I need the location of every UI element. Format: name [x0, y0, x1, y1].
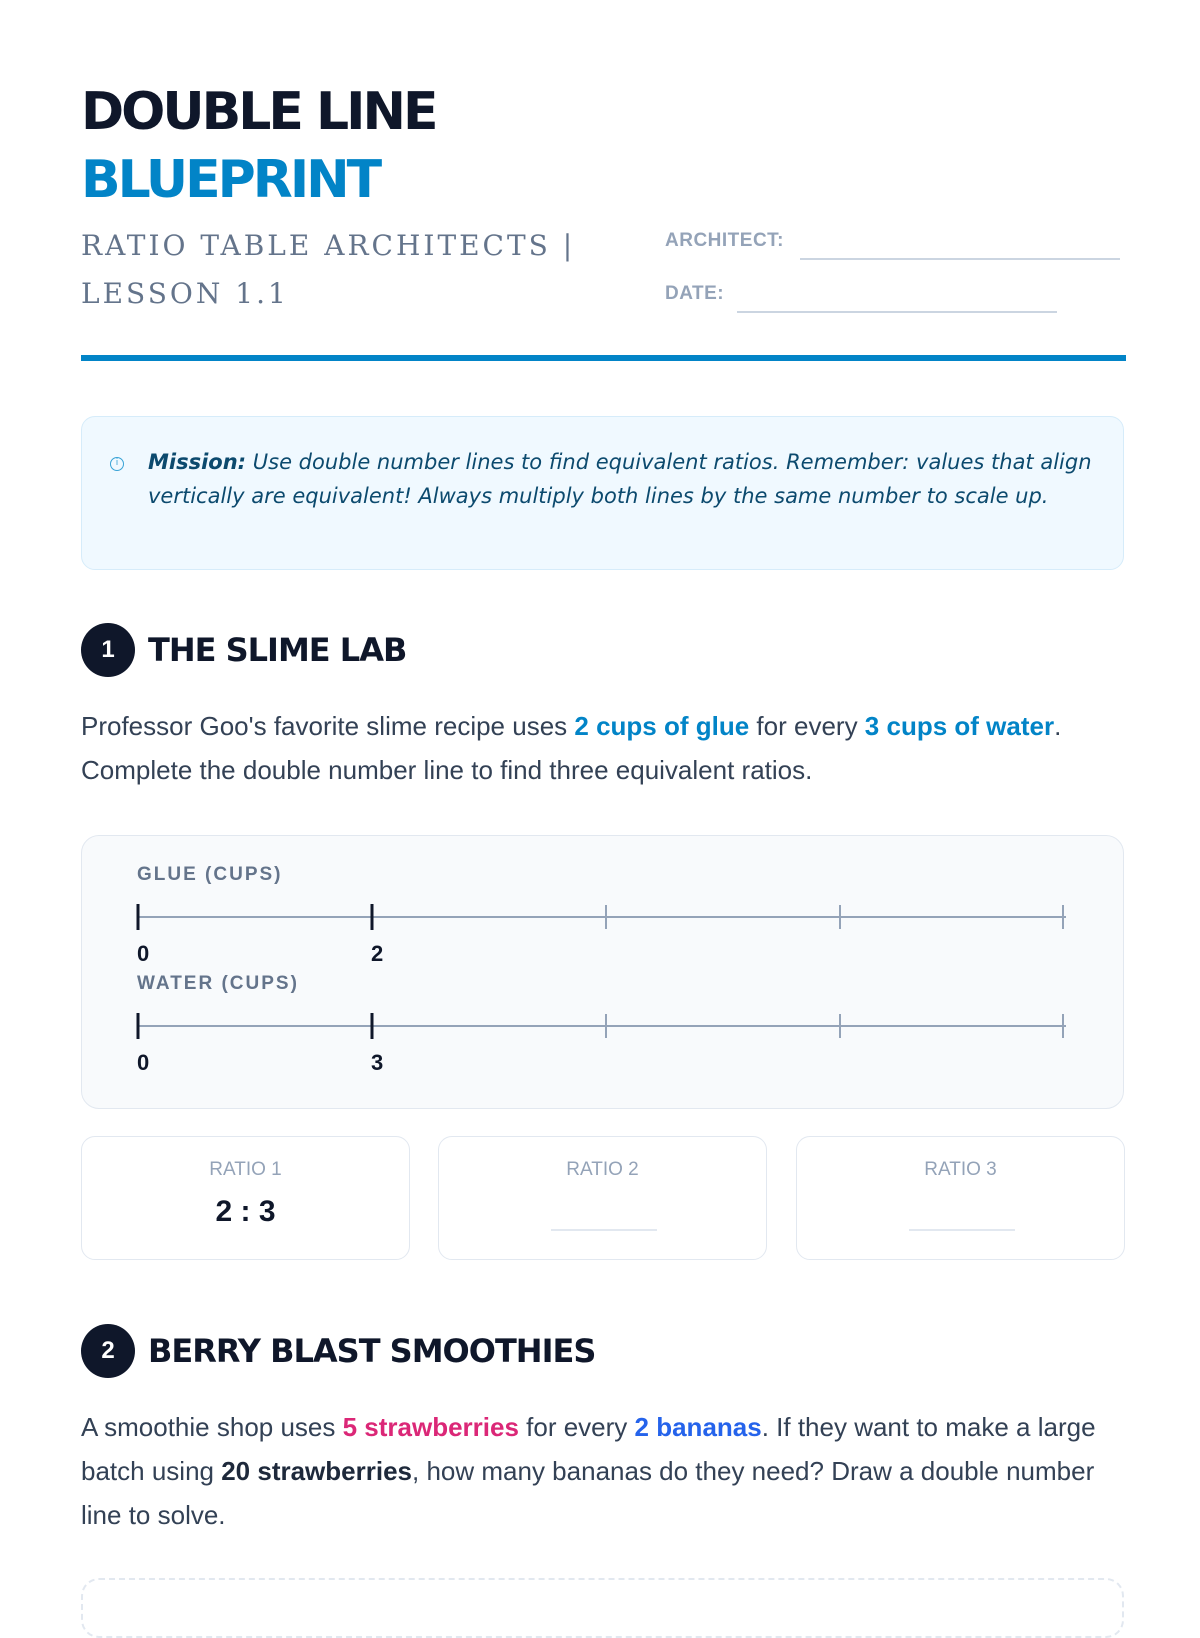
prompt-text: Professor Goo's favorite slime recipe uses — [81, 711, 575, 741]
water-axis-label: WATER (CUPS) — [137, 973, 299, 994]
section-2-prompt — [81, 1405, 1126, 1537]
water-tick-label: 3 — [371, 1050, 384, 1075]
architect-field[interactable] — [800, 258, 1120, 260]
ratio-3-label: RATIO 3 — [924, 1159, 997, 1180]
ratio-2-answer-line[interactable] — [551, 1229, 657, 1231]
double-number-line-panel — [81, 835, 1124, 1109]
glue-tick-label: 2 — [371, 941, 384, 966]
section-2-number: 2 — [81, 1324, 135, 1378]
section-1-prompt — [81, 704, 1126, 792]
ratio-1-label: RATIO 1 — [209, 1159, 282, 1180]
water-tick-label: 0 — [137, 1050, 150, 1075]
highlight-bananas: 2 bananas — [634, 1412, 762, 1442]
date-label: DATE: — [665, 283, 725, 304]
prompt-text: for every — [749, 711, 865, 741]
prompt-text: , how many bananas do they need? Draw a double number line to solve. — [81, 1456, 1095, 1530]
ratio-3-answer-line[interactable] — [909, 1229, 1015, 1231]
section-1-title: THE SLIME LAB — [148, 631, 407, 669]
subtitle: RATIO TABLE ARCHITECTS | LESSON 1.1 — [81, 229, 576, 310]
mission-body: Use double number lines to find equivalent ratios. Remember: values that align vertically are equivalent! Always multiply both lines by the same number to scale up. — [148, 450, 1092, 508]
highlight-glue: 2 cups of glue — [574, 711, 750, 741]
ratio-3-card[interactable] — [796, 1136, 1125, 1260]
ratio-1-card — [81, 1136, 410, 1260]
highlight-batch: 20 strawberries — [221, 1456, 413, 1486]
date-field[interactable] — [737, 311, 1057, 313]
ratio-2-card[interactable] — [438, 1136, 767, 1260]
mission-text — [148, 445, 1098, 513]
title-line-2: BLUEPRINT — [81, 150, 380, 210]
architect-label: ARCHITECT: — [665, 230, 784, 251]
section-1-number: 1 — [81, 623, 135, 677]
mission-label: Mission: — [148, 450, 247, 474]
prompt-text: . Complete the double number line to find three equivalent ratios. — [81, 711, 1062, 785]
info-icon: i — [110, 457, 124, 471]
highlight-strawberries: 5 strawberries — [342, 1412, 519, 1442]
number-line-svg — [82, 836, 1125, 1110]
prompt-text: A smoothie shop uses — [81, 1412, 343, 1442]
title-line-1: DOUBLE LINE — [81, 82, 436, 142]
highlight-water: 3 cups of water — [864, 711, 1055, 741]
prompt-text: . If they want to make a large batch using — [81, 1412, 1096, 1486]
glue-axis-label: GLUE (CUPS) — [137, 864, 283, 885]
ratio-1-value: 2 : 3 — [215, 1195, 276, 1228]
prompt-text: for every — [518, 1412, 635, 1442]
glue-tick-label: 0 — [137, 941, 150, 966]
section-2-title: BERRY BLAST SMOOTHIES — [148, 1332, 596, 1370]
mission-box — [81, 416, 1124, 570]
drawing-area[interactable] — [81, 1578, 1124, 1638]
ratio-2-label: RATIO 2 — [566, 1159, 639, 1180]
header-divider — [81, 355, 1126, 361]
